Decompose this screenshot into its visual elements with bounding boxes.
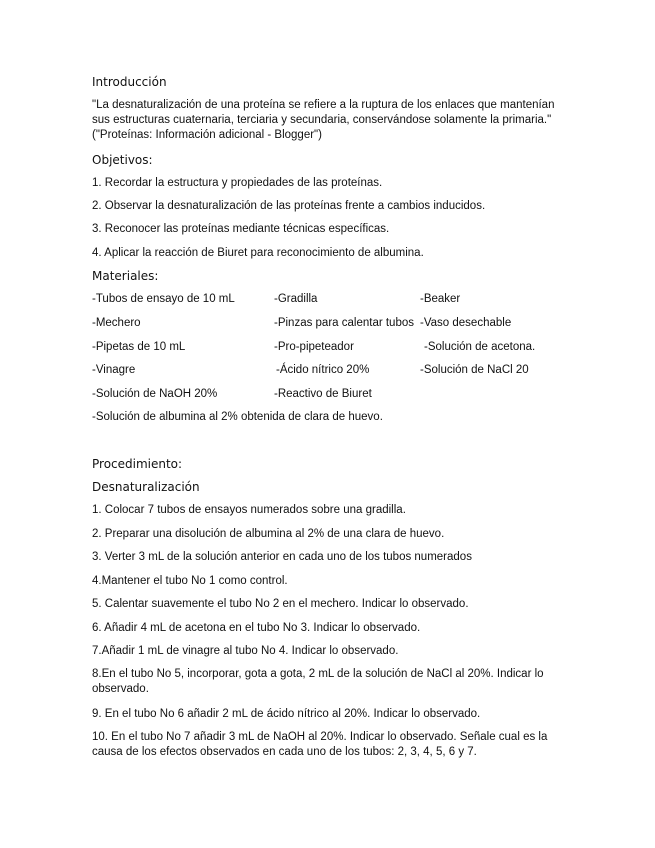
procedure-step: 3. Verter 3 mL de la solución anterior en cada uno de los tubos numerados <box>92 551 472 563</box>
procedure-step: 2. Preparar una disolución de albumina al 2% de una clara de huevo. <box>92 528 445 540</box>
procedure-step: 9. En el tubo No 6 añadir 2 mL de ácido nítrico al 20%. Indicar lo observado. <box>92 708 481 720</box>
procedure-step: 10. En el tubo No 7 añadir 3 mL de NaOH al 20%. Indicar lo observado. Señale cual es la causa de los efectos observados en cada uno de los tubos: 2, 3, 4, 5, 6 y 7. <box>92 731 548 758</box>
procedure-step: 5. Calentar suavemente el tubo No 2 en el mechero. Indicar lo observado. <box>92 598 469 610</box>
procedure-step: 8.En el tubo No 5, incorporar, gota a gota, 2 mL de la solución de NaCl al 20%. Indicar lo observado. <box>92 668 544 695</box>
materials-heading: Materiales: <box>92 269 159 283</box>
material-item: -Vinagre <box>92 364 136 376</box>
procedure-subheading: Desnaturalización <box>92 480 200 494</box>
objective-item: 1. Recordar la estructura y propiedades de las proteínas. <box>92 177 383 189</box>
intro-quote: "La desnaturalización de una proteína se refiere a la ruptura de los enlaces que mantenían sus estructuras cuaternaria, terciaria y secundaria, conservándose solamente la primaria." ("Proteínas: Información adicional - Blogger") <box>92 99 555 141</box>
objective-item: 3. Reconocer las proteínas mediante técnicas específicas. <box>92 223 390 235</box>
material-item: -Reactivo de Biuret <box>274 388 372 400</box>
material-item: -Solución de NaCl 20 <box>420 364 529 376</box>
material-item: -Vaso desechable <box>420 317 512 329</box>
procedure-step: 6. Añadir 4 mL de acetona en el tubo No 3. Indicar lo observado. <box>92 622 421 634</box>
objective-item: 2. Observar la desnaturalización de las proteínas frente a cambios inducidos. <box>92 200 486 212</box>
material-item: -Pipetas de 10 mL <box>92 341 186 353</box>
material-item: -Solución de albumina al 2% obtenida de clara de huevo. <box>92 411 383 423</box>
procedure-heading: Procedimiento: <box>92 457 183 471</box>
material-item: -Mechero <box>92 317 141 329</box>
procedure-step: 7.Añadir 1 mL de vinagre al tubo No 4. Indicar lo observado. <box>92 645 399 657</box>
objectives-heading: Objetivos: <box>92 153 153 167</box>
material-item: -Pro-pipeteador <box>274 341 354 353</box>
material-item: -Ácido nítrico 20% <box>276 364 370 376</box>
intro-heading: Introducción <box>92 75 167 89</box>
material-item: -Solución de NaOH 20% <box>92 388 218 400</box>
material-item: -Pinzas para calentar tubos <box>274 317 414 329</box>
procedure-step: 4.Mantener el tubo No 1 como control. <box>92 575 288 587</box>
procedure-step: 1. Colocar 7 tubos de ensayos numerados sobre una gradilla. <box>92 504 406 516</box>
objective-item: 4. Aplicar la reacción de Biuret para reconocimiento de albumina. <box>92 247 424 259</box>
material-item: -Solución de acetona. <box>424 341 536 353</box>
material-item: -Gradilla <box>274 293 318 305</box>
material-item: -Beaker <box>420 293 461 305</box>
material-item: -Tubos de ensayo de 10 mL <box>92 293 235 305</box>
